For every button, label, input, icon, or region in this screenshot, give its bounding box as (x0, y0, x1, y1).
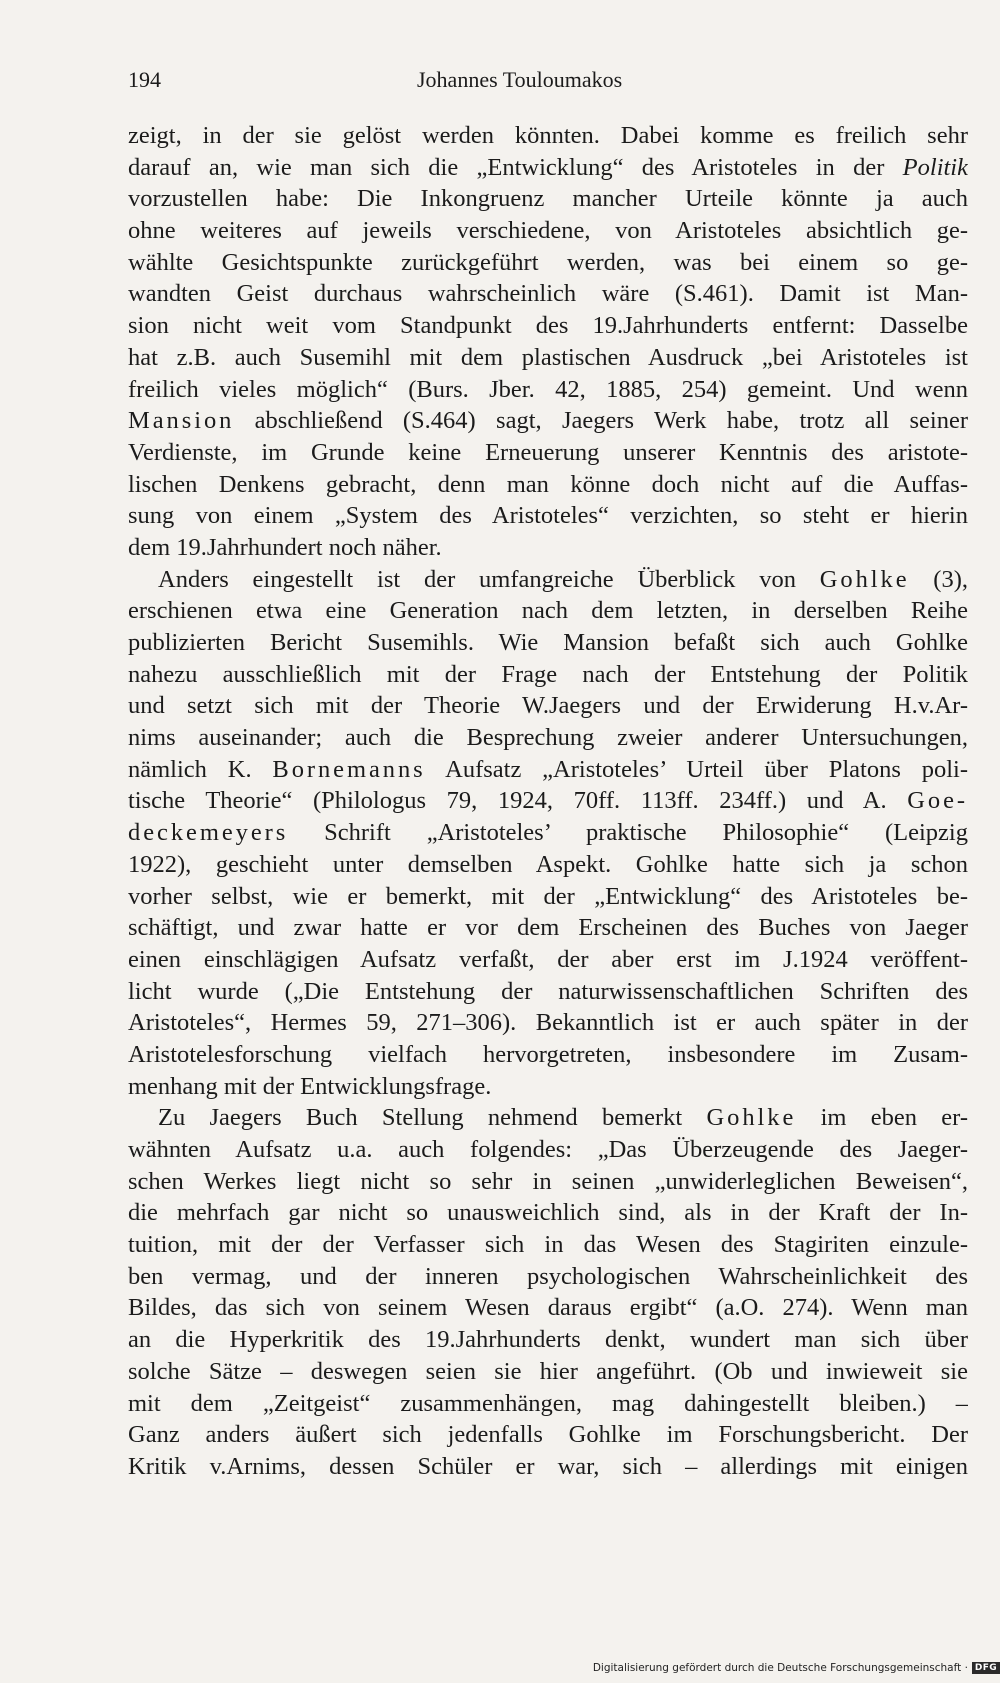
text-line (128, 722, 968, 754)
spaced-name: Gohlke (706, 1104, 797, 1132)
text-segment: die mehrfach gar nicht so unausweichlich sind, als in der Kraft der In- (128, 1199, 968, 1227)
text-line (128, 500, 968, 532)
digitization-footer (593, 1659, 1000, 1677)
text-line (128, 215, 968, 247)
text-segment: wählte Gesichtspunkte zurückgeführt werden, was bei einem so ge- (128, 248, 968, 276)
text-segment: sung von einem „System des Aristoteles“ verzichten, so steht er hierin (128, 502, 968, 530)
body-text (128, 120, 968, 1483)
text-segment: schen Werkes liegt nicht so sehr in seinen „unwiderleglichen Beweisen“, (128, 1167, 968, 1195)
text-segment: ohne weiteres auf jeweils verschiedene, von Aristoteles absichtlich ge- (128, 217, 968, 245)
text-line (128, 1102, 968, 1134)
text-line (128, 881, 968, 913)
text-segment: lischen Denkens gebracht, denn man könne doch nicht auf die Auffas- (128, 470, 968, 498)
text-segment: licht wurde („Die Entstehung der naturwissenschaftlichen Schriften des (128, 977, 968, 1005)
text-segment: Anders eingestellt ist der umfangreiche Überblick von (158, 565, 820, 593)
text-segment: Schrift „Aristoteles’ praktische Philosophie“ (Leipzig (288, 819, 968, 847)
spaced-name: deckemeyers (128, 819, 289, 847)
text-line (128, 1166, 968, 1198)
text-segment: an die Hyperkritik des 19.Jahrhunderts denkt, wundert man sich über (128, 1326, 968, 1354)
text-segment: publizierten Bericht Susemihls. Wie Mansion befaßt sich auch Gohlke (128, 629, 968, 656)
text-segment: tuition, mit der der Verfasser sich in das Wesen des Stagiriten einzule- (128, 1231, 968, 1259)
text-line (128, 247, 968, 279)
text-segment: dem 19.Jahrhundert noch näher. (128, 533, 442, 561)
text-line (128, 1388, 968, 1420)
text-line (128, 627, 968, 659)
text-line (128, 1134, 968, 1166)
text-line (128, 1324, 968, 1356)
text-segment: wandten Geist durchaus wahrscheinlich wäre (S.461). Damit ist Man- (128, 280, 968, 308)
text-line (128, 976, 968, 1008)
text-segment: im eben er- (796, 1104, 968, 1132)
running-head (128, 64, 968, 96)
text-segment: Verdienste, im Grunde keine Erneuerung unserer Kenntnis des aristote- (128, 438, 968, 466)
running-head-author: Johannes Touloumakos (417, 67, 623, 92)
text-line (128, 532, 968, 564)
dfg-logo: DFG (972, 1662, 1000, 1674)
text-segment: tische Theorie“ (Philologus 79, 1924, 70ff. 113ff. 234ff.) und A. (128, 787, 908, 815)
spaced-name: Goe- (907, 787, 968, 815)
text-segment: Zu Jaegers Buch Stellung nehmend bemerkt (158, 1104, 707, 1132)
text-line (128, 595, 968, 627)
text-segment: abschließend (S.464) sagt, Jaegers Werk habe, trotz all seiner (234, 407, 968, 435)
text-line (128, 120, 968, 152)
text-segment: nämlich K. (128, 755, 273, 783)
text-segment: nahezu ausschließlich mit der Frage nach der Entstehung der Politik (128, 660, 968, 688)
page-number: 194 (128, 67, 161, 92)
text-segment: Aristotelesforschung vielfach hervorgetreten, insbesondere im Zusam- (128, 1040, 968, 1068)
text-line (128, 374, 968, 406)
text-segment: (3), (909, 565, 968, 593)
text-line (128, 1007, 968, 1039)
text-line (128, 152, 968, 184)
text-line (128, 1356, 968, 1388)
text-line (128, 944, 968, 976)
text-line (128, 690, 968, 722)
text-segment: und setzt sich mit der Theorie W.Jaegers und der Erwiderung H.v.Ar- (128, 692, 968, 720)
text-segment: Aristoteles“, Hermes 59, 271–306). Bekanntlich ist er auch später in der (128, 1009, 968, 1037)
text-line (128, 659, 968, 691)
text-segment: darauf an, wie man sich die „Entwicklung“ des Aristoteles in der (128, 153, 903, 181)
text-segment: freilich vieles möglich“ (Burs. Jber. 42, 1885, 254) gemeint. Und wenn (128, 375, 968, 403)
text-segment: sion nicht weit vom Standpunkt des 19.Jahrhunderts entfernt: Dasselbe (128, 312, 968, 340)
text-line (128, 342, 968, 374)
text-line (128, 405, 968, 437)
text-line (128, 849, 968, 881)
text-segment: Kritik v.Arnims, dessen Schüler er war, sich – allerdings mit einigen (128, 1452, 968, 1480)
text-segment: erschienen etwa eine Generation nach dem letzten, in derselben Reihe (128, 597, 968, 625)
spaced-name: Mansion (128, 407, 235, 435)
text-segment: Ganz anders äußert sich jedenfalls Gohlke im Forschungsbericht. Der (128, 1421, 968, 1449)
text-line (128, 310, 968, 342)
text-line (128, 278, 968, 310)
text-segment: hat z.B. auch Susemihl mit dem plastischen Ausdruck „bei Aristoteles ist (128, 343, 968, 371)
italic-title: Politik (902, 153, 968, 181)
text-segment: 1922), geschieht unter demselben Aspekt. Gohlke hatte sich ja schon (128, 850, 968, 878)
text-segment: mit dem „Zeitgeist“ zusammenhängen, mag dahingestellt bleiben.) – (128, 1389, 968, 1417)
text-line (128, 817, 968, 849)
text-segment: Aufsatz „Aristoteles’ Urteil über Platons poli- (425, 755, 968, 783)
spaced-name: Gohlke (819, 565, 910, 593)
text-segment: zeigt, in der sie gelöst werden könnten. Dabei komme es freilich sehr (128, 122, 968, 149)
text-segment: einen einschlägigen Aufsatz verfaßt, der aber erst im J.1924 veröffent- (128, 945, 968, 973)
text-segment: menhang mit der Entwicklungsfrage. (128, 1072, 492, 1100)
text-segment: vorher selbst, wie er bemerkt, mit der „Entwicklung“ des Aristoteles be- (128, 882, 968, 910)
text-line (128, 912, 968, 944)
text-line (128, 1071, 968, 1103)
footer-credit: Digitalisierung gefördert durch die Deutsche Forschungsgemeinschaft · (592, 1662, 968, 1674)
text-line (128, 1451, 968, 1483)
text-line (128, 564, 968, 596)
text-segment: ben vermag, und der inneren psychologischen Wahrscheinlichkeit des (128, 1262, 968, 1290)
text-segment: schäftigt, und zwar hatte er vor dem Erscheinen des Buches von Jaeger (128, 914, 968, 942)
text-segment: vorzustellen habe: Die Inkongruenz mancher Urteile könnte ja auch (128, 185, 968, 213)
text-line (128, 437, 968, 469)
text-line (128, 1292, 968, 1324)
text-line (128, 785, 968, 817)
text-line (128, 1261, 968, 1293)
text-line (128, 1419, 968, 1451)
text-segment: solche Sätze – deswegen seien sie hier angeführt. (Ob und inwieweit sie (128, 1357, 968, 1385)
text-line (128, 1039, 968, 1071)
spaced-name: Bornemanns (272, 755, 426, 783)
text-line (128, 1229, 968, 1261)
text-segment: Bildes, das sich von seinem Wesen daraus ergibt“ (a.O. 274). Wenn man (128, 1294, 968, 1322)
text-line (128, 183, 968, 215)
text-line (128, 754, 968, 786)
text-line (128, 469, 968, 501)
text-segment: nims auseinander; auch die Besprechung zweier anderer Untersuchungen, (128, 724, 968, 752)
text-line (128, 1197, 968, 1229)
text-segment: wähnten Aufsatz u.a. auch folgendes: „Das Überzeugende des Jaeger- (128, 1136, 968, 1163)
